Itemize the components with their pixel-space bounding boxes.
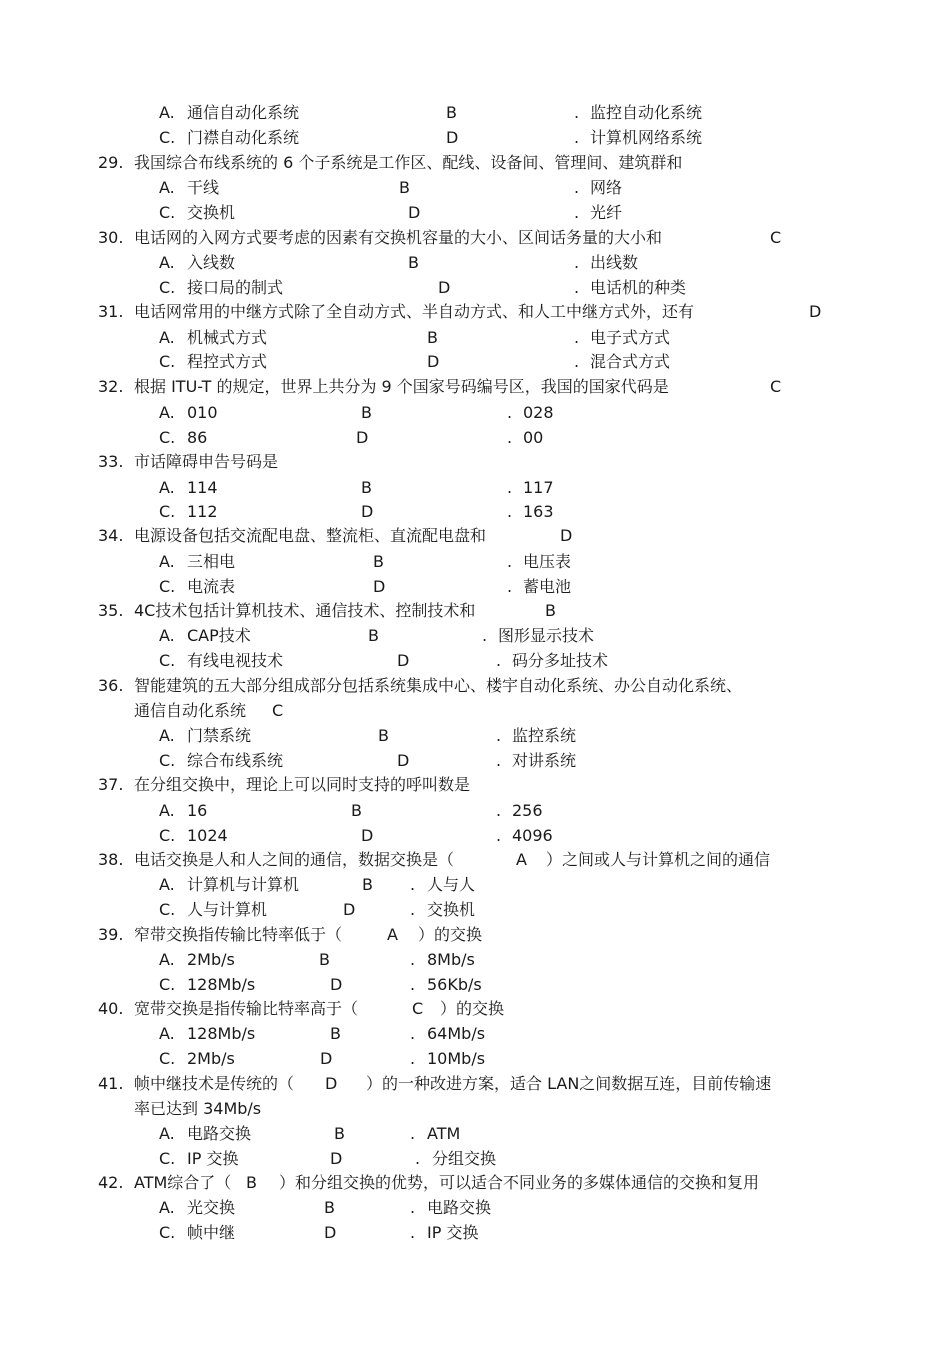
option-c: 门襟自动化系统 [187, 128, 300, 147]
question-number: 34. [98, 526, 124, 545]
question-number: 33. [98, 452, 124, 471]
option-a: 光交换 [187, 1198, 236, 1217]
option-dot: . [507, 502, 513, 521]
option-row [0, 550, 950, 574]
option-row [0, 1196, 950, 1220]
answer: D [809, 302, 822, 321]
question-text: 智能建筑的五大部分组成部分包括系统集成中心、楼宇自动化系统、办公自动化系统、 [134, 676, 743, 695]
option-c: 接口局的制式 [187, 278, 284, 297]
option-letter: B [373, 552, 384, 571]
option-dot: . [574, 203, 580, 222]
option-row [0, 1147, 950, 1171]
option-dot: . [507, 552, 513, 571]
option-row [0, 948, 950, 972]
option-letter: A. [159, 950, 175, 969]
question-41 [0, 1072, 950, 1096]
option-row [0, 749, 950, 773]
option-row [0, 1221, 950, 1245]
question-text-continuation: 率已达到 34Mb/s [134, 1099, 262, 1118]
option-row [0, 401, 950, 425]
option-letter: D [361, 502, 374, 521]
option-letter: A. [159, 552, 175, 571]
option-row [0, 898, 950, 922]
option-a: 三相电 [187, 552, 236, 571]
option-row [0, 575, 950, 599]
question-text-after: ）的一种改进方案，适合 LAN之间数据互连，目前传输速 [366, 1074, 772, 1093]
option-d: 光纤 [590, 203, 623, 222]
option-letter: B [368, 626, 379, 645]
question-35 [0, 599, 950, 623]
option-dot: . [496, 751, 502, 770]
answer: A [516, 850, 527, 869]
option-d: 10Mb/s [427, 1049, 486, 1068]
question-text: 我国综合布线系统的 6 个子系统是工作区、配线、设备间、管理间、建筑群和 [134, 153, 683, 172]
question-number: 42. [98, 1173, 124, 1192]
option-letter: D [373, 577, 386, 596]
question-33 [0, 450, 950, 474]
option-dot: . [410, 875, 416, 894]
option-dot: . [574, 328, 580, 347]
option-letter: B [324, 1198, 335, 1217]
question-34 [0, 524, 950, 548]
option-row [0, 126, 950, 150]
option-d: 4096 [512, 826, 553, 845]
option-dot: . [410, 1223, 416, 1242]
option-dot: . [410, 900, 416, 919]
option-a: 门禁系统 [187, 726, 252, 745]
option-letter: B [427, 328, 438, 347]
question-38 [0, 848, 950, 872]
option-letter: B [408, 253, 419, 272]
question-number: 35. [98, 601, 124, 620]
option-dot: . [415, 1149, 421, 1168]
option-letter: C. [159, 975, 176, 994]
question-number: 32. [98, 377, 124, 396]
option-a: 计算机与计算机 [187, 875, 300, 894]
option-letter: C. [159, 428, 176, 447]
question-text: 4C技术包括计算机技术、通信技术、控制技术和 [134, 601, 476, 620]
option-dot: . [410, 1049, 416, 1068]
option-letter: B [319, 950, 330, 969]
option-c: 1024 [187, 826, 228, 845]
question-text: 窄带交换指传输比特率低于（ [134, 925, 343, 944]
question-text: 在分组交换中，理论上可以同时支持的呼叫数是 [134, 775, 471, 794]
answer: A [387, 925, 398, 944]
option-c: 112 [187, 502, 218, 521]
option-dot: . [574, 103, 580, 122]
option-letter: A. [159, 253, 175, 272]
option-letter: A. [159, 478, 175, 497]
question-41-continuation [0, 1097, 950, 1121]
option-d: 交换机 [427, 900, 476, 919]
option-dot: . [574, 253, 580, 272]
option-dot: . [507, 478, 513, 497]
option-letter: D [330, 1149, 343, 1168]
question-42 [0, 1171, 950, 1195]
option-letter: D [356, 428, 369, 447]
option-a: 128Mb/s [187, 1024, 256, 1043]
option-letter: A. [159, 875, 175, 894]
option-letter: B [330, 1024, 341, 1043]
option-a: 机械式方式 [187, 328, 268, 347]
question-31 [0, 300, 950, 324]
option-dot: . [410, 1198, 416, 1217]
question-text: 市话障碍申告号码是 [134, 452, 279, 471]
option-c: 综合布线系统 [187, 751, 284, 770]
option-d: 分组交换 [432, 1149, 497, 1168]
option-letter: C. [159, 352, 176, 371]
option-a: 010 [187, 403, 218, 422]
option-letter: A. [159, 1024, 175, 1043]
question-number: 31. [98, 302, 124, 321]
option-c: 86 [187, 428, 208, 447]
question-number: 40. [98, 999, 124, 1018]
option-c: 交换机 [187, 203, 236, 222]
option-row [0, 426, 950, 450]
option-dot: . [507, 577, 513, 596]
option-b: 256 [512, 801, 543, 820]
option-letter: A. [159, 403, 175, 422]
option-row [0, 799, 950, 823]
option-d: 计算机网络系统 [590, 128, 703, 147]
option-row [0, 1122, 950, 1146]
question-39 [0, 923, 950, 947]
option-dot: . [496, 801, 502, 820]
option-c: 帧中继 [187, 1223, 236, 1242]
option-letter: C. [159, 203, 176, 222]
option-row [0, 1022, 950, 1046]
question-text: ATM综合了（ [134, 1173, 232, 1192]
option-letter: C. [159, 651, 176, 670]
option-d: 56Kb/s [427, 975, 482, 994]
option-letter: D [446, 128, 459, 147]
option-row [0, 326, 950, 350]
option-d: 电话机的种类 [590, 278, 687, 297]
option-letter: C. [159, 1049, 176, 1068]
option-b: 出线数 [590, 253, 639, 272]
option-a: 16 [187, 801, 208, 820]
option-dot: . [574, 352, 580, 371]
option-row [0, 500, 950, 524]
option-letter: D [408, 203, 421, 222]
option-a: 2Mb/s [187, 950, 235, 969]
question-37 [0, 773, 950, 797]
answer: C [770, 377, 782, 396]
answer: C [412, 999, 424, 1018]
option-letter: B [334, 1124, 345, 1143]
answer: B [246, 1173, 257, 1192]
answer: B [545, 601, 556, 620]
option-letter: C. [159, 128, 176, 147]
option-b: 电压表 [523, 552, 572, 571]
option-row [0, 1047, 950, 1071]
option-d: 163 [523, 502, 554, 521]
option-d: 码分多址技术 [512, 651, 609, 670]
option-letter: D [438, 278, 451, 297]
question-number: 38. [98, 850, 124, 869]
question-number: 30. [98, 228, 124, 247]
option-a: 入线数 [187, 253, 236, 272]
option-letter: C. [159, 1223, 176, 1242]
question-text-after: ）和分组交换的优势，可以适合不同业务的多媒体通信的交换和复用 [279, 1173, 760, 1192]
option-b: 监控系统 [512, 726, 577, 745]
option-dot: . [574, 128, 580, 147]
option-row [0, 724, 950, 748]
option-letter: D [397, 751, 410, 770]
option-letter: D [330, 975, 343, 994]
option-row [0, 251, 950, 275]
option-b: 图形显示技术 [498, 626, 595, 645]
option-letter: A. [159, 328, 175, 347]
option-letter: C. [159, 278, 176, 297]
option-d: 蓄电池 [523, 577, 572, 596]
option-row [0, 476, 950, 500]
option-a: 通信自动化系统 [187, 103, 300, 122]
question-text: 电话网的入网方式要考虑的因素有交换机容量的大小、区间话务量的大小和 [134, 228, 663, 247]
question-29 [0, 151, 950, 175]
option-dot: . [496, 726, 502, 745]
option-a: 干线 [187, 178, 220, 197]
question-number: 39. [98, 925, 124, 944]
option-letter: B [361, 478, 372, 497]
option-b: ATM [427, 1124, 461, 1143]
option-letter: C. [159, 577, 176, 596]
option-letter: B [351, 801, 362, 820]
option-letter: A. [159, 801, 175, 820]
option-d: 对讲系统 [512, 751, 577, 770]
option-c: 人与计算机 [187, 900, 268, 919]
option-d: 00 [523, 428, 544, 447]
option-letter: B [399, 178, 410, 197]
option-dot: . [496, 651, 502, 670]
option-b: 人与人 [427, 875, 476, 894]
option-letter: D [397, 651, 410, 670]
answer: D [560, 526, 573, 545]
question-number: 41. [98, 1074, 124, 1093]
option-dot: . [507, 428, 513, 447]
option-letter: A. [159, 626, 175, 645]
option-letter: D [324, 1223, 337, 1242]
question-36 [0, 674, 950, 698]
option-row [0, 201, 950, 225]
option-letter: B [361, 403, 372, 422]
option-a: 114 [187, 478, 218, 497]
option-b: 028 [523, 403, 554, 422]
question-36-continuation [0, 699, 950, 723]
option-a: CAP技术 [187, 626, 251, 645]
question-text: 电源设备包括交流配电盘、整流柜、直流配电盘和 [134, 526, 487, 545]
question-text: 电话网常用的中继方式除了全自动方式、半自动方式、和人工中继方式外，还有 [134, 302, 695, 321]
answer: C [770, 228, 782, 247]
question-text: 宽带交换是指传输比特率高于（ [134, 999, 359, 1018]
option-letter: D [320, 1049, 333, 1068]
option-row [0, 824, 950, 848]
question-text-continuation: 通信自动化系统 [134, 701, 247, 720]
option-dot: . [507, 403, 513, 422]
option-c: IP 交换 [187, 1149, 239, 1168]
question-text-after: ）的交换 [440, 999, 505, 1018]
option-dot: . [482, 626, 488, 645]
question-text: 电话交换是人和人之间的通信，数据交换是（ [134, 850, 455, 869]
option-c: 电流表 [187, 577, 236, 596]
option-row [0, 973, 950, 997]
option-dot: . [410, 950, 416, 969]
option-letter: D [343, 900, 356, 919]
option-letter: A. [159, 103, 175, 122]
option-b: 监控自动化系统 [590, 103, 703, 122]
option-letter: C. [159, 1149, 176, 1168]
option-letter: C. [159, 502, 176, 521]
option-row [0, 276, 950, 300]
question-number: 36. [98, 676, 124, 695]
option-dot: . [574, 278, 580, 297]
question-number: 37. [98, 775, 124, 794]
option-dot: . [496, 826, 502, 845]
option-b: 117 [523, 478, 554, 497]
option-c: 有线电视技术 [187, 651, 284, 670]
answer: C [272, 701, 284, 720]
option-row [0, 101, 950, 125]
option-d: IP 交换 [427, 1223, 479, 1242]
option-letter: A. [159, 178, 175, 197]
option-letter: B [378, 726, 389, 745]
question-text-after: ）之间或人与计算机之间的通信 [546, 850, 771, 869]
option-dot: . [574, 178, 580, 197]
option-b: 电路交换 [427, 1198, 492, 1217]
option-c: 128Mb/s [187, 975, 256, 994]
option-b: 网络 [590, 178, 623, 197]
answer: D [325, 1074, 338, 1093]
option-dot: . [410, 1024, 416, 1043]
option-letter: C. [159, 900, 176, 919]
option-row [0, 624, 950, 648]
option-c: 2Mb/s [187, 1049, 235, 1068]
option-dot: . [410, 975, 416, 994]
option-b: 电子式方式 [590, 328, 671, 347]
option-dot: . [410, 1124, 416, 1143]
option-letter: A. [159, 1124, 175, 1143]
option-a: 电路交换 [187, 1124, 252, 1143]
option-letter: A. [159, 726, 175, 745]
option-c: 程控式方式 [187, 352, 268, 371]
option-letter: B [446, 103, 457, 122]
question-text: 根据 ITU-T 的规定，世界上共分为 9 个国家号码编号区，我国的国家代码是 [134, 377, 669, 396]
question-32 [0, 375, 950, 399]
option-b: 8Mb/s [427, 950, 475, 969]
option-row [0, 350, 950, 374]
option-row [0, 176, 950, 200]
option-letter: C. [159, 751, 176, 770]
option-row [0, 873, 950, 897]
question-text: 帧中继技术是传统的（ [134, 1074, 295, 1093]
option-letter: D [361, 826, 374, 845]
option-row [0, 649, 950, 673]
question-text-after: ）的交换 [418, 925, 483, 944]
option-letter: D [427, 352, 440, 371]
question-number: 29. [98, 153, 124, 172]
option-letter: C. [159, 826, 176, 845]
question-30 [0, 226, 950, 250]
option-letter: A. [159, 1198, 175, 1217]
option-d: 混合式方式 [590, 352, 671, 371]
option-b: 64Mb/s [427, 1024, 486, 1043]
question-40 [0, 997, 950, 1021]
option-letter: B [362, 875, 373, 894]
